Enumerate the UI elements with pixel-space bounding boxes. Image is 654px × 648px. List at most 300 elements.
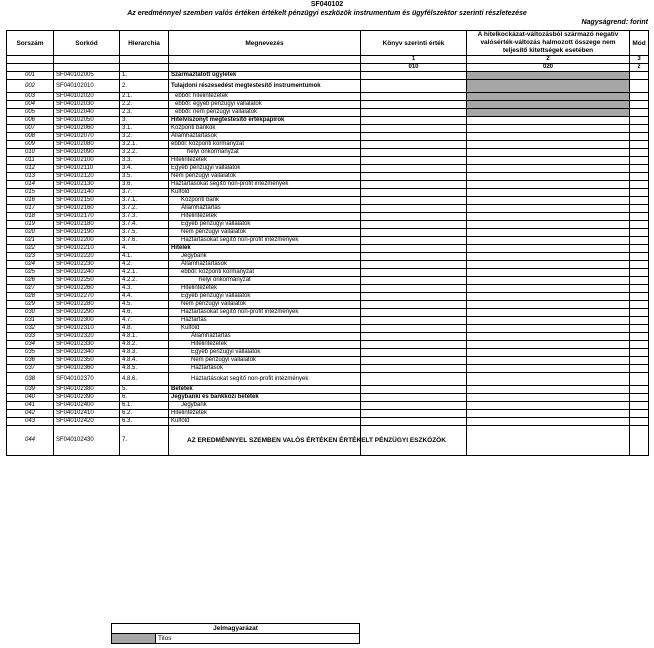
table-row	[7, 117, 649, 125]
row-sorszam: 036	[7, 357, 54, 365]
row-konyv-value[interactable]	[361, 72, 467, 80]
row-sorszam: 021	[7, 237, 54, 245]
row-hitelkockazat-value[interactable]	[467, 181, 630, 189]
row-megnevezes: Nem pénzügyi vállalatok	[169, 173, 361, 181]
row-hitelkockazat-value[interactable]	[467, 221, 630, 229]
row-konyv-value[interactable]	[361, 365, 467, 373]
row-hitelkockazat-value[interactable]	[467, 301, 630, 309]
row-mod-value[interactable]	[630, 181, 649, 189]
row-sorszam: 031	[7, 317, 54, 325]
row-konyv-value[interactable]	[361, 341, 467, 349]
table-row	[7, 293, 649, 301]
row-megnevezes: Hitelintézetek	[169, 157, 361, 165]
row-konyv-value[interactable]	[361, 309, 467, 317]
row-sorkod: SF040102200	[54, 237, 120, 245]
col-code-010: 010	[361, 64, 467, 72]
row-konyv-value[interactable]	[361, 189, 467, 197]
row-mod-value[interactable]	[630, 117, 649, 125]
row-megnevezes: Egyéb pénzügyi vállalatok	[169, 349, 361, 357]
row-sorkod: SF040102140	[54, 189, 120, 197]
row-sorszam: 009	[7, 141, 54, 149]
table-row	[7, 93, 649, 101]
row-mod-value[interactable]	[630, 365, 649, 373]
row-sorkod: SF040102040	[54, 109, 120, 117]
row-mod-value[interactable]	[630, 197, 649, 205]
row-hierarchia: 4.8.5.	[120, 365, 169, 373]
row-hierarchia: 4.2.2.	[120, 277, 169, 285]
row-sorkod: SF040102340	[54, 349, 120, 357]
row-megnevezes: Hitelintézetek	[169, 410, 361, 418]
row-sorszam: 007	[7, 125, 54, 133]
row-hierarchia: 6.	[120, 394, 169, 402]
row-hierarchia: 2.3.	[120, 109, 169, 117]
row-konyv-value[interactable]	[361, 109, 467, 117]
row-sorszam: 015	[7, 189, 54, 197]
row-hierarchia: 3.4.	[120, 165, 169, 173]
row-konyv-value[interactable]	[361, 165, 467, 173]
row-mod-value[interactable]	[630, 285, 649, 293]
row-konyv-value[interactable]	[361, 229, 467, 237]
row-hitelkockazat-value	[467, 101, 630, 109]
row-mod-value[interactable]	[630, 101, 649, 109]
row-hierarchia: 3.7.3.	[120, 213, 169, 221]
row-konyv-value[interactable]	[361, 349, 467, 357]
row-mod-value[interactable]	[630, 205, 649, 213]
row-sorszam: 030	[7, 309, 54, 317]
data-table	[6, 30, 649, 456]
row-konyv-value[interactable]	[361, 213, 467, 221]
row-hitelkockazat-value	[467, 72, 630, 80]
row-hitelkockazat-value[interactable]	[467, 394, 630, 402]
row-mod-value[interactable]	[630, 402, 649, 410]
row-sorszam: 023	[7, 253, 54, 261]
row-hitelkockazat-value[interactable]	[467, 357, 630, 365]
row-konyv-value[interactable]	[361, 285, 467, 293]
row-megnevezes: Központi bankok	[169, 125, 361, 133]
row-sorszam: 016	[7, 197, 54, 205]
row-mod-value[interactable]	[630, 357, 649, 365]
row-mod-value[interactable]	[630, 125, 649, 133]
row-konyv-value[interactable]	[361, 277, 467, 285]
row-hierarchia: 5.	[120, 386, 169, 394]
table-body	[7, 72, 649, 456]
row-megnevezes: AZ EREDMÉNNYEL SZEMBEN VALÓS ÉRTÉKEN ÉRTÉKELT PÉNZÜGYI ESZKÖZÖK	[169, 426, 361, 456]
table-row	[7, 229, 649, 237]
row-mod-value[interactable]	[630, 189, 649, 197]
row-sorszam: 005	[7, 109, 54, 117]
table-row	[7, 165, 649, 173]
row-sorkod: SF040102180	[54, 221, 120, 229]
row-megnevezes: Jegybanki és bankközi betétek	[169, 394, 361, 402]
row-mod-value[interactable]	[630, 72, 649, 80]
row-mod-value[interactable]	[630, 410, 649, 418]
row-mod-value[interactable]	[630, 325, 649, 333]
row-hitelkockazat-value[interactable]	[467, 205, 630, 213]
row-megnevezes: Háztartás	[169, 317, 361, 325]
row-sorszam: 037	[7, 365, 54, 373]
row-konyv-value[interactable]	[361, 141, 467, 149]
row-konyv-value[interactable]	[361, 181, 467, 189]
col-header-sorszam: Sorszám	[7, 31, 54, 56]
row-konyv-value[interactable]	[361, 205, 467, 213]
table-row	[7, 72, 649, 80]
row-sorszam: 038	[7, 373, 54, 386]
row-sorszam: 012	[7, 165, 54, 173]
row-hierarchia: 4.1.	[120, 253, 169, 261]
row-sorkod: SF040102250	[54, 277, 120, 285]
row-konyv-value[interactable]	[361, 333, 467, 341]
row-sorszam: 006	[7, 117, 54, 125]
row-hitelkockazat-value[interactable]	[467, 410, 630, 418]
table-row	[7, 365, 649, 373]
row-sorkod: SF040102090	[54, 149, 120, 157]
row-hitelkockazat-value[interactable]	[467, 309, 630, 317]
row-sorszam: 008	[7, 133, 54, 141]
row-konyv-value[interactable]	[361, 301, 467, 309]
table-row	[7, 245, 649, 253]
row-hierarchia: 3.7.4.	[120, 221, 169, 229]
row-sorszam: 011	[7, 157, 54, 165]
row-megnevezes: Hitelek	[169, 245, 361, 253]
table-row	[7, 181, 649, 189]
row-mod-value[interactable]	[630, 277, 649, 285]
row-konyv-value[interactable]	[361, 253, 467, 261]
row-mod-value[interactable]	[630, 165, 649, 173]
row-sorkod: SF040102120	[54, 173, 120, 181]
row-mod-value[interactable]	[630, 157, 649, 165]
row-sorkod: SF040102330	[54, 341, 120, 349]
col-index-2: 2	[467, 56, 630, 64]
row-megnevezes: Egyéb pénzügyi vállalatok	[169, 165, 361, 173]
row-sorkod: SF040102050	[54, 117, 120, 125]
row-konyv-value[interactable]	[361, 149, 467, 157]
table-row	[7, 141, 649, 149]
row-megnevezes: Hitelintézetek	[169, 213, 361, 221]
row-hierarchia: 3.7.	[120, 189, 169, 197]
row-konyv-value[interactable]	[361, 133, 467, 141]
row-hitelkockazat-value[interactable]	[467, 365, 630, 373]
row-sorszam: 042	[7, 410, 54, 418]
table-row	[7, 125, 649, 133]
row-hierarchia: 4.7.	[120, 317, 169, 325]
row-konyv-value[interactable]	[361, 101, 467, 109]
row-sorszam: 003	[7, 93, 54, 101]
row-konyv-value[interactable]	[361, 410, 467, 418]
row-sorkod: SF040102310	[54, 325, 120, 333]
row-megnevezes: Hitelviszonyt megtestesítő értékpapírok	[169, 117, 361, 125]
row-mod-value[interactable]	[630, 213, 649, 221]
row-hitelkockazat-value[interactable]	[467, 402, 630, 410]
row-hierarchia: 4.	[120, 245, 169, 253]
row-sorszam: 026	[7, 277, 54, 285]
row-hierarchia: 3.	[120, 117, 169, 125]
row-konyv-value[interactable]	[361, 261, 467, 269]
row-megnevezes: Nem pénzügyi vállalatok	[169, 357, 361, 365]
row-konyv-value[interactable]	[361, 394, 467, 402]
row-sorkod: SF040102010	[54, 80, 120, 93]
row-mod-value[interactable]	[630, 237, 649, 245]
row-konyv-value[interactable]	[361, 373, 467, 386]
row-hierarchia: 4.8.4.	[120, 357, 169, 365]
table-row	[7, 394, 649, 402]
row-hitelkockazat-value[interactable]	[467, 261, 630, 269]
row-konyv-value[interactable]	[361, 173, 467, 181]
row-hitelkockazat-value[interactable]	[467, 341, 630, 349]
row-hierarchia: 4.4.	[120, 293, 169, 301]
row-sorszam: 004	[7, 101, 54, 109]
row-megnevezes: Jegybank	[169, 402, 361, 410]
row-hitelkockazat-value[interactable]	[467, 349, 630, 357]
row-hitelkockazat-value[interactable]	[467, 277, 630, 285]
row-hitelkockazat-value[interactable]	[467, 125, 630, 133]
row-hierarchia: 4.8.6.	[120, 373, 169, 386]
row-hierarchia: 4.3.	[120, 285, 169, 293]
row-hierarchia: 3.7.2.	[120, 205, 169, 213]
row-konyv-value[interactable]	[361, 357, 467, 365]
row-konyv-value[interactable]	[361, 197, 467, 205]
row-konyv-value[interactable]	[361, 117, 467, 125]
row-konyv-value[interactable]	[361, 325, 467, 333]
row-hitelkockazat-value[interactable]	[467, 333, 630, 341]
row-hitelkockazat-value	[467, 80, 630, 93]
row-hierarchia: 6.3.	[120, 418, 169, 426]
row-hitelkockazat-value[interactable]	[467, 157, 630, 165]
row-mod-value[interactable]	[630, 253, 649, 261]
row-sorkod: SF040102360	[54, 365, 120, 373]
row-konyv-value[interactable]	[361, 402, 467, 410]
row-sorkod: SF040102380	[54, 386, 120, 394]
table-row	[7, 410, 649, 418]
row-sorszam: 041	[7, 402, 54, 410]
table-row	[7, 101, 649, 109]
row-mod-value[interactable]	[630, 133, 649, 141]
row-konyv-value[interactable]	[361, 317, 467, 325]
table-row	[7, 418, 649, 426]
col-header-konyv: Könyv szerinti érték	[361, 31, 467, 56]
row-sorkod: SF040102005	[54, 72, 120, 80]
row-megnevezes: Külföld	[169, 418, 361, 426]
table-row	[7, 189, 649, 197]
row-hierarchia: 4.8.2.	[120, 341, 169, 349]
row-sorszam: 029	[7, 301, 54, 309]
row-megnevezes: Központi bank	[169, 197, 361, 205]
row-megnevezes: ebből: központi kormányzat	[169, 269, 361, 277]
row-mod-value[interactable]	[630, 341, 649, 349]
row-sorkod: SF040102170	[54, 213, 120, 221]
row-megnevezes: Tulajdoni részesedést megtestesítő instrumentumok	[169, 80, 361, 93]
row-sorkod: SF040102260	[54, 285, 120, 293]
row-konyv-value[interactable]	[361, 293, 467, 301]
table-row	[7, 109, 649, 117]
row-mod-value[interactable]	[630, 349, 649, 357]
row-mod-value[interactable]	[630, 173, 649, 181]
row-sorkod: SF040102230	[54, 261, 120, 269]
row-megnevezes: Hitelintézetek	[169, 285, 361, 293]
row-mod-value[interactable]	[630, 293, 649, 301]
row-mod-value[interactable]	[630, 373, 649, 386]
row-mod-value[interactable]	[630, 309, 649, 317]
row-hierarchia: 6.1.	[120, 402, 169, 410]
row-megnevezes: Háztartásokat segítő non-profit intézmények	[169, 237, 361, 245]
row-mod-value[interactable]	[630, 269, 649, 277]
row-sorszam: 032	[7, 325, 54, 333]
row-hitelkockazat-value[interactable]	[467, 269, 630, 277]
row-megnevezes: Betétek	[169, 386, 361, 394]
row-sorszam: 025	[7, 269, 54, 277]
row-sorszam: 002	[7, 80, 54, 93]
table-row	[7, 325, 649, 333]
row-hitelkockazat-value[interactable]	[467, 133, 630, 141]
row-megnevezes: Származtatott ügyletek	[169, 72, 361, 80]
row-hierarchia: 3.1.	[120, 125, 169, 133]
row-sorkod: SF040102060	[54, 125, 120, 133]
row-hierarchia: 3.5.	[120, 173, 169, 181]
row-sorszam: 020	[7, 229, 54, 237]
table-row	[7, 426, 649, 456]
table-row	[7, 373, 649, 386]
row-hitelkockazat-value	[467, 109, 630, 117]
row-megnevezes: Háztartások	[169, 365, 361, 373]
row-hitelkockazat-value[interactable]	[467, 197, 630, 205]
col-header-hierarchia: Hierarchia	[120, 31, 169, 56]
row-mod-value[interactable]	[630, 261, 649, 269]
row-hitelkockazat-value[interactable]	[467, 245, 630, 253]
row-hitelkockazat-value[interactable]	[467, 373, 630, 386]
row-mod-value[interactable]	[630, 80, 649, 93]
row-mod-value[interactable]	[630, 418, 649, 426]
row-konyv-value[interactable]	[361, 245, 467, 253]
row-sorkod: SF040102400	[54, 402, 120, 410]
row-hitelkockazat-value[interactable]	[467, 189, 630, 197]
row-konyv-value[interactable]	[361, 237, 467, 245]
row-hierarchia: 2.	[120, 80, 169, 93]
row-hitelkockazat-value[interactable]	[467, 213, 630, 221]
row-sorszam: 024	[7, 261, 54, 269]
row-megnevezes: Háztartásokat segítő non-profit intézmények	[169, 373, 361, 386]
row-sorszam: 010	[7, 149, 54, 157]
row-hitelkockazat-value[interactable]	[467, 386, 630, 394]
row-mod-value[interactable]	[630, 229, 649, 237]
row-megnevezes: Külföld	[169, 325, 361, 333]
row-megnevezes: Államháztartás	[169, 333, 361, 341]
row-mod-value[interactable]	[630, 149, 649, 157]
row-hitelkockazat-value[interactable]	[467, 253, 630, 261]
row-sorkod: SF040102150	[54, 197, 120, 205]
row-konyv-value[interactable]	[361, 157, 467, 165]
row-hierarchia: 3.2.2.	[120, 149, 169, 157]
row-hierarchia: 3.7.5.	[120, 229, 169, 237]
row-hitelkockazat-value[interactable]	[467, 325, 630, 333]
legend-title: Jelmagyarázat	[112, 624, 360, 634]
table-row	[7, 253, 649, 261]
row-konyv-value[interactable]	[361, 386, 467, 394]
row-megnevezes: ebből: hitelintézetek	[169, 93, 361, 101]
row-megnevezes: Államháztartás	[169, 205, 361, 213]
row-hierarchia: 1.	[120, 72, 169, 80]
row-hitelkockazat-value[interactable]	[467, 418, 630, 426]
row-sorkod: SF040102410	[54, 410, 120, 418]
row-mod-value[interactable]	[630, 93, 649, 101]
row-konyv-value[interactable]	[361, 80, 467, 93]
row-hitelkockazat-value[interactable]	[467, 317, 630, 325]
row-mod-value[interactable]	[630, 386, 649, 394]
row-megnevezes: Külföld	[169, 189, 361, 197]
row-konyv-value[interactable]	[361, 125, 467, 133]
legend-table	[111, 623, 360, 644]
row-megnevezes: Egyéb pénzügyi vállalatok	[169, 293, 361, 301]
row-hitelkockazat-value[interactable]	[467, 117, 630, 125]
table-row	[7, 349, 649, 357]
row-hitelkockazat-value[interactable]	[467, 426, 630, 456]
table-row	[7, 269, 649, 277]
row-hitelkockazat-value[interactable]	[467, 149, 630, 157]
row-megnevezes: Háztartásokat segítő non-profit intézmények	[169, 309, 361, 317]
row-hierarchia: 3.2.1.	[120, 141, 169, 149]
row-megnevezes: Nem pénzügyi vállalatok	[169, 229, 361, 237]
row-mod-value[interactable]	[630, 301, 649, 309]
row-hitelkockazat-value[interactable]	[467, 165, 630, 173]
row-megnevezes: ebből: központi kormányzat	[169, 141, 361, 149]
row-hitelkockazat-value[interactable]	[467, 229, 630, 237]
row-megnevezes: helyi önkormányzat	[169, 277, 361, 285]
row-mod-value[interactable]	[630, 317, 649, 325]
row-konyv-value[interactable]	[361, 221, 467, 229]
row-mod-value[interactable]	[630, 426, 649, 456]
row-konyv-value[interactable]	[361, 269, 467, 277]
row-konyv-value[interactable]	[361, 418, 467, 426]
col-index-3: 3	[630, 56, 649, 64]
row-hierarchia: 3.7.6.	[120, 237, 169, 245]
row-hitelkockazat-value[interactable]	[467, 285, 630, 293]
table-row	[7, 133, 649, 141]
row-hierarchia: 3.3.	[120, 157, 169, 165]
row-sorkod: SF040102320	[54, 333, 120, 341]
table-row	[7, 213, 649, 221]
row-mod-value[interactable]	[630, 141, 649, 149]
table-row	[7, 285, 649, 293]
row-hierarchia: 7.	[120, 426, 169, 456]
row-megnevezes: ebből: egyéb pénzügyi vállalatok	[169, 101, 361, 109]
row-sorszam: 001	[7, 72, 54, 80]
row-mod-value[interactable]	[630, 221, 649, 229]
row-mod-value[interactable]	[630, 394, 649, 402]
report-code: SF040102	[310, 1, 344, 8]
table-row	[7, 197, 649, 205]
row-megnevezes: Államháztartások	[169, 133, 361, 141]
row-megnevezes: Hitelintézetek	[169, 341, 361, 349]
row-hitelkockazat-value[interactable]	[467, 141, 630, 149]
row-mod-value[interactable]	[630, 109, 649, 117]
row-sorszam: 043	[7, 418, 54, 426]
col-header-megnevezes: Megnevezés	[169, 31, 361, 56]
col-header-mod: Mód	[630, 31, 649, 56]
row-mod-value[interactable]	[630, 333, 649, 341]
row-hierarchia: 3.7.1.	[120, 197, 169, 205]
row-hierarchia: 4.5.	[120, 301, 169, 309]
row-hitelkockazat-value[interactable]	[467, 237, 630, 245]
table-row	[7, 357, 649, 365]
row-konyv-value[interactable]	[361, 93, 467, 101]
row-sorkod: SF040102420	[54, 418, 120, 426]
row-hitelkockazat-value[interactable]	[467, 293, 630, 301]
row-hitelkockazat-value[interactable]	[467, 173, 630, 181]
row-megnevezes: Államháztartások	[169, 261, 361, 269]
row-mod-value[interactable]	[630, 245, 649, 253]
row-sorkod: SF040102270	[54, 293, 120, 301]
row-hierarchia: 4.2.1.	[120, 269, 169, 277]
table-row	[7, 301, 649, 309]
row-sorszam: 014	[7, 181, 54, 189]
